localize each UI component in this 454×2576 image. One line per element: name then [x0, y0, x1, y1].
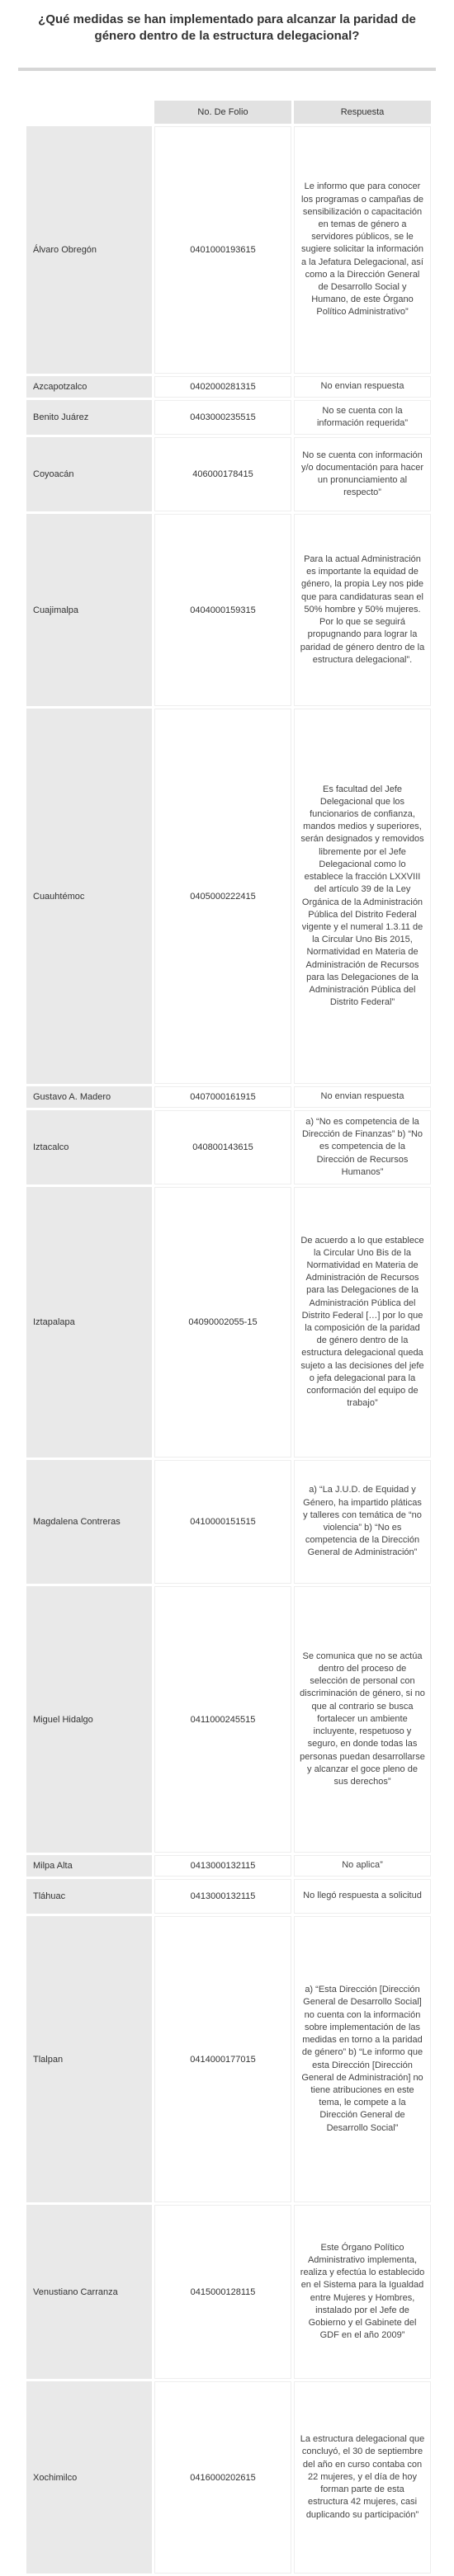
respuesta-cell: No se cuenta con información y/o documentación para hacer un pronunciamiento al respecto” [294, 437, 431, 511]
folio-cell: 0404000159315 [154, 514, 291, 706]
respuesta-cell: No envian respuesta [294, 376, 431, 398]
delegacion-cell: Xochimilco [26, 2381, 152, 2574]
folio-cell: 0413000132115 [154, 1855, 291, 1877]
folio-cell: 0410000151515 [154, 1460, 291, 1584]
table-row [26, 437, 431, 511]
table-row [26, 1916, 431, 2202]
respuesta-cell: No envian respuesta [294, 1086, 431, 1108]
folio-cell: 0403000235515 [154, 400, 291, 435]
header-delegacion-cell [26, 101, 152, 124]
delegacion-cell: Iztacalco [26, 1110, 152, 1184]
responses-table [24, 98, 433, 2576]
folio-cell: 0405000222415 [154, 709, 291, 1084]
table-row [26, 1460, 431, 1584]
table-row [26, 709, 431, 1084]
respuesta-cell: Se comunica que no se actúa dentro del proceso de selección de personal con discriminación de género, si no que al contrario se busca fortalecer un ambiente incluyente, respetuoso y seguro, en donde todas las personas puedan desarrollarse y alcanzar el goce pleno de sus derechos” [294, 1586, 431, 1853]
page-title: ¿Qué medidas se han implementado para alcanzar la paridad de género dentro de la estructura delegacional? [38, 12, 416, 43]
folio-cell: 0415000128115 [154, 2205, 291, 2379]
title-divider [18, 68, 436, 71]
delegacion-cell: Gustavo A. Madero [26, 1086, 152, 1108]
delegacion-cell: Tlalpan [26, 1916, 152, 2202]
respuesta-cell: Para la actual Administración es importante la equidad de género, la propia Ley nos pide que para candidaturas sean el 50% hombre y 50% mujeres. Por lo que se seguirá propugnando para lograr la paridad de género dentro de la estructura delegacional”. [294, 514, 431, 706]
folio-cell: 0413000132115 [154, 1879, 291, 1914]
table-row [26, 376, 431, 398]
folio-cell: 406000178415 [154, 437, 291, 511]
respuesta-cell: a) “La J.U.D. de Equidad y Género, ha impartido pláticas y talleres con temática de “no violencia” b) “No es competencia de la Dirección General de Administración” [294, 1460, 431, 1584]
delegacion-cell: Miguel Hidalgo [26, 1586, 152, 1853]
table-row [26, 1086, 431, 1108]
table-row [26, 514, 431, 706]
respuesta-cell: No se cuenta con la información requerida” [294, 400, 431, 435]
respuesta-cell: Es facultad del Jefe Delegacional que los funcionarios de confianza, mandos medios y superiores, serán designados y removidos libremente por el Jefe Delegacional como lo establece la fracción LXXVIII del artículo 39 de la Ley Orgánica de la Administración Pública del Distrito Federal vigente y el numeral 1.3.11 de la Circular Uno Bis 2015, Normatividad en Materia de Administración de Recursos para las Delegaciones de la Administración Pública del Distrito Federal” [294, 709, 431, 1084]
respuesta-cell: La estructura delegacional que concluyó, el 30 de septiembre del año en curso contaba con 22 mujeres, y el día de hoy forman parte de esta estructura 42 mujeres, casi duplicando su participación” [294, 2381, 431, 2574]
delegacion-cell: Azcapotzalco [26, 376, 152, 398]
delegacion-cell: Cuauhtémoc [26, 709, 152, 1084]
header-respuesta: Respuesta [294, 101, 431, 124]
delegacion-cell: Venustiano Carranza [26, 2205, 152, 2379]
table-row [26, 2205, 431, 2379]
folio-cell: 0401000193615 [154, 126, 291, 374]
table-row [26, 1586, 431, 1853]
table-row [26, 1110, 431, 1184]
respuesta-cell: No llegó respuesta a solicitud [294, 1879, 431, 1914]
delegacion-cell: Iztapalapa [26, 1187, 152, 1458]
table-row [26, 1855, 431, 1877]
respuesta-cell: De acuerdo a lo que establece la Circular Uno Bis de la Normatividad en Materia de Administración de Recursos para las Delegaciones de la Administración Pública del Distrito Federal […] por lo que la composición de la paridad de género dentro de la estructura delegacional queda sujeto a las decisiones del jefe o jefa delegacional para la conformación del equipo de trabajo” [294, 1187, 431, 1458]
table-row [26, 1879, 431, 1914]
header-folio: No. De Folio [154, 101, 291, 124]
folio-cell: 0414000177015 [154, 1916, 291, 2202]
delegacion-cell: Milpa Alta [26, 1855, 152, 1877]
folio-cell: 0402000281315 [154, 376, 291, 398]
table-row [26, 1187, 431, 1458]
delegacion-cell: Álvaro Obregón [26, 126, 152, 374]
folio-cell: 0416000202615 [154, 2381, 291, 2574]
respuesta-cell: a) “No es competencia de la Dirección de Finanzas” b) “No es competencia de la Dirección de Recursos Humanos” [294, 1110, 431, 1184]
delegacion-cell: Cuajimalpa [26, 514, 152, 706]
respuesta-cell: Este Órgano Político Administrativo implementa, realiza y efectúa lo establecido en el Sistema para la Igualdad entre Mujeres y Hombres, instalado por el Jefe de Gobierno y el Gabinete del GDF en el año 2009” [294, 2205, 431, 2379]
delegacion-cell: Benito Juárez [26, 400, 152, 435]
folio-cell: 0407000161915 [154, 1086, 291, 1108]
delegacion-cell: Coyoacán [26, 437, 152, 511]
table-row [26, 126, 431, 374]
table-header-row [26, 101, 431, 124]
delegacion-cell: Magdalena Contreras [26, 1460, 152, 1584]
table-row [26, 400, 431, 435]
folio-cell: 04090002055-15 [154, 1187, 291, 1458]
respuesta-cell: a) “Esta Dirección [Dirección General de Desarrollo Social] no cuenta con la información sobre implementación de las medidas en torno a la paridad de género” b) “Le informo que esta Dirección [Dirección General de Administración] no tiene atribuciones en este tema, le compete a la Dirección General de Desarrollo Social” [294, 1916, 431, 2202]
respuesta-cell: No aplica” [294, 1855, 431, 1877]
table-row [26, 2381, 431, 2574]
folio-cell: 040800143615 [154, 1110, 291, 1184]
folio-cell: 0411000245515 [154, 1586, 291, 1853]
delegacion-cell: Tláhuac [26, 1879, 152, 1914]
respuesta-cell: Le informo que para conocer los programas o campañas de sensibilización o capacitación en temas de género a servidores públicos, se le sugiere solicitar la información a la Jefatura Delegacional, así como a la Dirección General de Desarrollo Social y Humano, de este Órgano Político Administrativo” [294, 126, 431, 374]
